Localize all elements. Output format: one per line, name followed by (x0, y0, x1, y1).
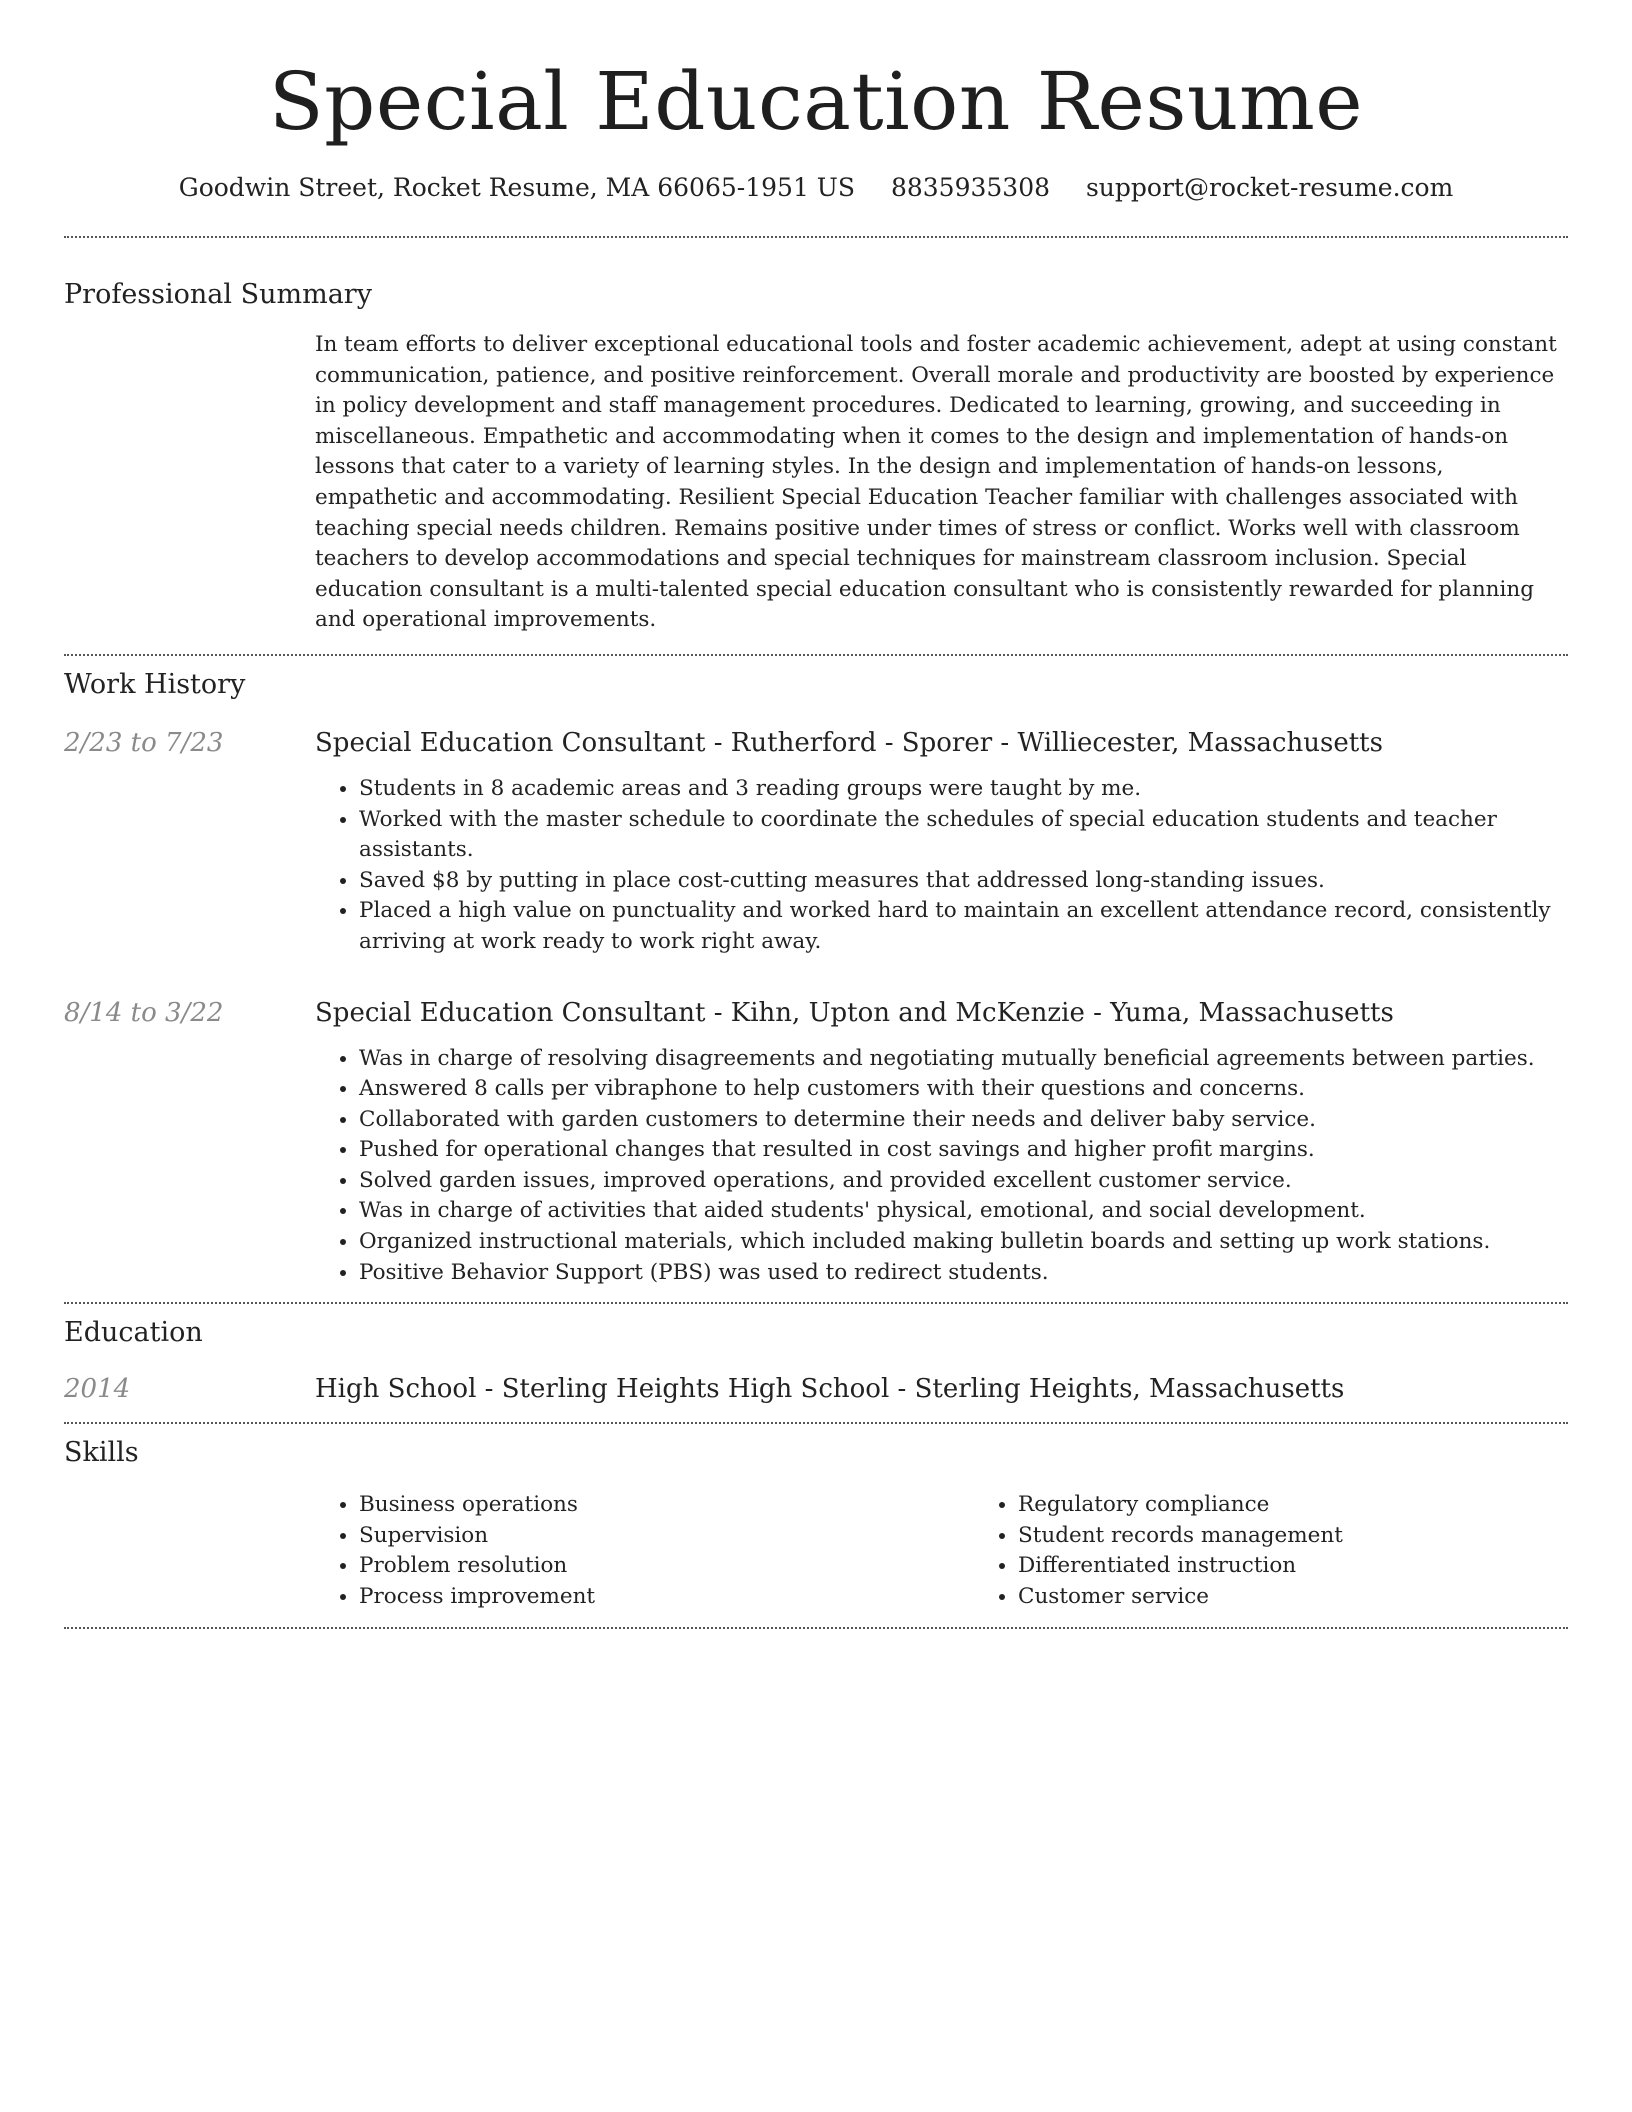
skills-heading: Skills (64, 1437, 139, 1469)
list-item: • Was in charge of activities that aided students' physical, emotional, and social development. (359, 1196, 1568, 1227)
list-item: • Pushed for operational changes that resulted in cost savings and higher profit margins. (359, 1135, 1568, 1166)
job-title: Special Education Consultant - Rutherford - Sporer - Williecester, Massachusetts (315, 727, 1383, 758)
contact-email: support@rocket-resume.com (1085, 173, 1454, 202)
skill-item: • Process improvement (359, 1582, 974, 1613)
work-heading: Work History (64, 668, 246, 700)
skills-list-left (315, 1490, 974, 1612)
job-bullets (315, 774, 1568, 958)
contact-line (64, 172, 1568, 204)
list-item: • Students in 8 academic areas and 3 reading groups were taught by me. (359, 774, 1568, 805)
section-divider (64, 1627, 1568, 1629)
contact-address: Goodwin Street, Rocket Resume, MA 66065-1951 US (178, 173, 855, 202)
job-entry (64, 996, 1568, 1289)
skill-item: • Business operations (359, 1490, 974, 1521)
job-bullets (315, 1044, 1568, 1289)
summary-section (64, 238, 1568, 654)
contact-phone: 8835935308 (890, 173, 1051, 202)
summary-heading: Professional Summary (64, 279, 372, 310)
skill-item: • Problem resolution (359, 1551, 974, 1582)
list-item: • Saved $8 by putting in place cost-cutting measures that addressed long-standing issues. (359, 866, 1568, 897)
skill-item: • Supervision (359, 1521, 974, 1552)
job-title: Special Education Consultant - Kihn, Upton and McKenzie - Yuma, Massachusetts (315, 997, 1394, 1028)
resume-title: Special Education Resume (268, 55, 1364, 148)
skill-item: • Regulatory compliance (1018, 1490, 1632, 1521)
job-dates: 8/14 to 3/22 (64, 997, 224, 1028)
list-item: • Organized instructional materials, which included making bulletin boards and setting up work stations. (359, 1227, 1568, 1258)
education-year: 2014 (64, 1374, 131, 1405)
education-entry: High School - Sterling Heights High School - Sterling Heights, Massachusetts (315, 1374, 1345, 1405)
list-item: • Solved garden issues, improved operations, and provided excellent customer service. (359, 1166, 1568, 1197)
list-item: • Collaborated with garden customers to determine their needs and deliver baby service. (359, 1105, 1568, 1136)
list-item: • Was in charge of resolving disagreements and negotiating mutually beneficial agreements between parties. (359, 1044, 1568, 1075)
list-item: • Worked with the master schedule to coordinate the schedules of special education students and teacher assistants. (359, 805, 1568, 866)
work-section (64, 656, 1568, 1302)
list-item: • Positive Behavior Support (PBS) was used to redirect students. (359, 1258, 1568, 1289)
education-heading: Education (64, 1317, 203, 1349)
list-item: • Placed a high value on punctuality and worked hard to maintain an excellent attendance record, consistently arriving at work ready to work right away. (359, 896, 1568, 957)
skills-section (64, 1424, 1568, 1626)
skills-list-right (974, 1490, 1632, 1612)
skill-item: • Student records management (1018, 1521, 1632, 1552)
job-dates: 2/23 to 7/23 (64, 727, 224, 758)
job-entry (64, 726, 1568, 958)
education-section (64, 1304, 1568, 1422)
list-item: • Answered 8 calls per vibraphone to help customers with their questions and concerns. (359, 1074, 1568, 1105)
skill-item: • Differentiated instruction (1018, 1551, 1632, 1582)
summary-text: In team efforts to deliver exceptional educational tools and foster academic achievement, adept at using constant communication, patience, and positive reinforcement. Overall morale and productivity are boosted by experience in policy development and staff management procedures. Dedicated to learning, growing, and succeeding in miscellaneous. Empathetic and accommodating when it comes to the design and implementation of hands-on lessons that cater to a variety of learning styles. In the design and implementation of hands-on lessons, empathetic and accommodating. Resilient Special Education Teacher familiar with challenges associated with teaching special needs children. Remains positive under times of stress or conflict. Works well with classroom teachers to develop accommodations and special techniques for mainstream classroom inclusion. Special education consultant is a multi-talented special education consultant who is consistently rewarded for planning and operational improvements. (315, 332, 1557, 633)
skill-item: • Customer service (1018, 1582, 1632, 1613)
